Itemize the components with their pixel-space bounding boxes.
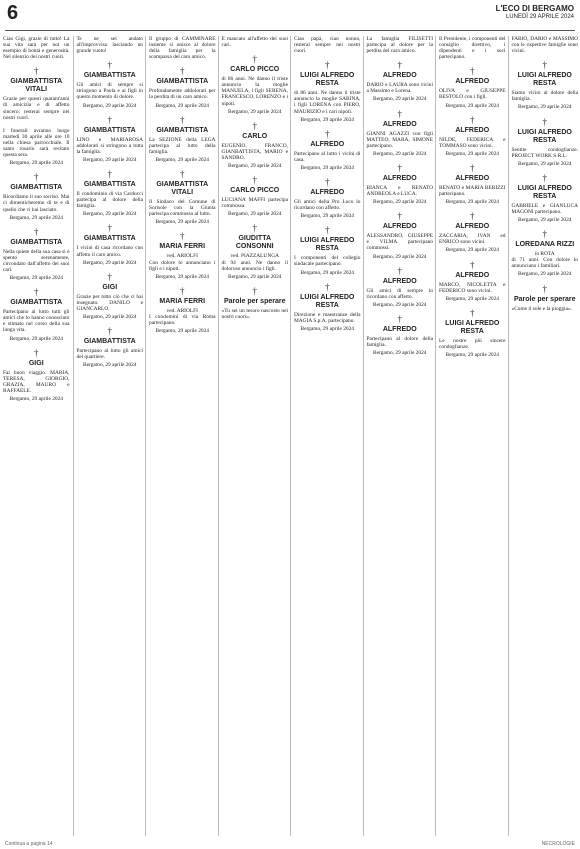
cross-icon: † [542,116,547,127]
cross-icon: † [470,114,475,125]
notice-text: Gli amici di sempre lo ricordano con affetto. [366,287,433,300]
obituary-notice [512,285,579,312]
deceased-name: ALFREDO [455,78,490,86]
obituary-notice [439,261,506,302]
notice-place-date: Bergamo, 29 aprile 2024 [445,351,499,358]
cross-icon: † [34,226,39,237]
cross-icon: † [470,66,475,77]
deceased-name: GIAMBATTISTA [83,126,136,134]
deceased-name: GIAMBATTISTA [83,72,136,80]
obituary-notice [367,61,434,102]
deceased-name: LUIGI ALFREDO RESTA [445,319,500,335]
column-4 [218,36,292,836]
cross-icon: † [325,128,330,139]
deceased-name: GIAMBATTISTA [156,126,209,134]
deceased-name: LUIGI ALFREDO RESTA [517,128,572,144]
deceased-name: MARIA FERRI [159,243,206,251]
obituary-notice [294,61,361,122]
notice-text: Partecipano al dolore della famiglia. [366,335,433,348]
notice-text: GIANNI AGAZZI con figli MATTEO, MARA, SIMONE partecipano. [366,130,433,149]
obituary-notice [3,173,70,220]
cross-icon: † [325,177,330,188]
obituary-notice [3,67,70,120]
notice-text: Le nostre più sincere condoglianze. [439,337,506,350]
notice-place-date: Bergamo, 29 aprile 2024 [518,271,572,278]
notice-text: Grazie per questi quarant'anni di amicizia e di affetto sincero; resterai sempre nei nostri cuori. [3,96,70,121]
notice-text: EUGENIO, FRANCO, GIANBATTISTA, MARIO e SANDRO. [221,142,288,161]
cross-icon: † [542,229,547,240]
footer-right: NECROLOGIE [541,841,575,847]
obituary-notice [222,122,289,169]
notice-place-date: Bergamo, 29 aprile 2024 [373,301,427,308]
cross-icon: † [470,307,475,318]
cross-icon: † [542,283,547,294]
notice-text: LUCIANA MAFFI partecipa commossa. [221,197,288,210]
name-subtitle: ved. ARIOLFI [166,307,198,314]
notice-place-date: Bergamo, 29 aprile 2024 [518,104,572,111]
notice-place-date: Bergamo, 29 aprile 2024 [83,313,137,320]
cross-icon: † [397,108,402,119]
cross-icon: † [470,211,475,222]
column-1 [0,36,73,836]
notice-text: Siamo vicini al dolore della famiglia. [511,90,578,103]
deceased-name: LUIGI ALFREDO RESTA [517,72,572,88]
deceased-name: Parole per sperare [224,297,286,305]
notice-place-date: Bergamo, 29 aprile 2024 [445,199,499,206]
notice-place-date: Bergamo, 29 aprile 2024 [83,102,137,109]
cross-icon: † [107,169,112,180]
deceased-name: GIAMBATTISTA [156,78,209,86]
deceased-name: ALFREDO [310,140,345,148]
obituary-notice [149,232,216,279]
cross-icon: † [470,259,475,270]
notice-text: ZACCARIA, IVAN ed ENRICO sono vicini. [439,233,506,246]
obituary-notice [77,170,144,217]
notice-place-date: Bergamo, 29 aprile 2024 [300,164,354,171]
cross-icon: † [397,60,402,71]
obituary-notice [294,36,361,54]
cross-icon: † [397,211,402,222]
obituary-notice [367,315,434,356]
notice-text: LINO e MARIAROSA addolorati si stringono a tutta la famiglia. [76,136,143,155]
notice-place-date: Bergamo, 29 aprile 2024 [155,156,209,163]
footer-left: Continua a pagina 14 [5,841,53,847]
notice-text: I funerali avranno luogo martedì 30 aprile alle ore 10 nella chiesa parrocchiale. Il santo rosario sarà recitato questa sera. [3,127,70,159]
cross-icon: † [107,326,112,337]
deceased-name: GIAMBATTISTA VITALI [10,78,63,94]
masthead [496,4,574,22]
obituary-notice [222,287,289,320]
cross-icon: † [470,162,475,173]
obituary-notice [77,327,144,368]
deceased-name: LOREDANA RIZZI [515,241,575,249]
notice-text: «Tu sei un tesoro nascosto nei nostri cuori». [221,307,288,320]
notice-text: Partecipano al lutto i vicini di casa. [294,150,361,163]
notice-place-date: Bergamo, 29 aprile 2024 [83,259,137,266]
notice-place-date: Bergamo, 29 aprile 2024 [300,213,354,220]
notice-place-date: Bergamo, 29 aprile 2024 [373,150,427,157]
notice-place-date: Bergamo, 29 aprile 2024 [228,273,282,280]
obituary-notice [149,36,216,60]
deceased-name: CARLO PICCO [230,66,280,74]
obituary-notice [367,267,434,308]
obituary-notice [439,67,506,108]
notice-text: Il gruppo di CAMMINARE insieme si unisce al dolore della famiglia per la scomparsa del caro amico. [149,36,216,61]
notice-text: Ciao papà, ciao nonno, resterai sempre nei nostri cuori. [294,36,361,55]
notice-text: MARCO, NICOLETTA e FEDERICO sono vicini. [439,281,506,294]
obituary-notice [439,36,506,60]
notice-place-date: Bergamo, 29 aprile 2024 [83,211,137,218]
cross-icon: † [107,60,112,71]
obituary-notice [222,36,289,48]
obituary-notice [294,178,361,219]
header-rule [5,30,575,31]
deceased-name: ALFREDO [382,223,417,231]
deceased-name: ALFREDO [382,72,417,80]
notice-text: FABIO, DARIO e MASSIMO con le rispettive famiglie sono vicini. [511,36,578,55]
obituary-notice [3,349,70,402]
column-2 [73,36,147,836]
deceased-name: ALFREDO [382,325,417,333]
notice-place-date: Bergamo, 29 aprile 2024 [445,150,499,157]
deceased-name: GIAMBATTISTA VITALI [156,181,209,197]
notice-place-date: Bergamo, 29 aprile 2024 [518,217,572,224]
notice-text: RENATO e MARIA BERIZZI partecipano. [439,184,506,198]
notice-text: Il Sindaco del Comune di Sorisole con la Giunta partecipa commosso al lutto. [149,199,216,218]
deceased-name: LUIGI ALFREDO RESTA [300,237,355,253]
notice-text: Gli amici della Pro Loco lo ricordano con affetto. [294,199,361,212]
deceased-name: GIAMBATTISTA [10,184,63,192]
deceased-name: CARLO PICCO [230,187,280,195]
obituary-notice [3,228,70,281]
notice-place-date: Bergamo, 29 aprile 2024 [228,108,282,115]
notice-place-date: Bergamo, 29 aprile 2024 [300,269,354,276]
cross-icon: † [397,162,402,173]
deceased-name: GIAMBATTISTA [10,238,63,246]
notice-place-date: Bergamo, 29 aprile 2024 [445,295,499,302]
notice-text: di 71 anni. Con dolore lo annunciano i familiari. [511,257,578,270]
notice-place-date: Bergamo, 29 aprile 2024 [155,328,209,335]
deceased-name: GIAMBATTISTA [83,181,136,189]
deceased-name: CARLO [242,132,268,140]
obituary-notice [77,36,144,54]
notice-place-date: Bergamo, 29 aprile 2024 [445,102,499,109]
notice-text: I vicini di casa ricordano con affetto il caro amico. [76,245,143,258]
deceased-name: LUIGI ALFREDO RESTA [300,293,355,309]
name-subtitle: in ROTA [534,251,555,258]
obituary-notice [149,116,216,163]
deceased-name: LUIGI ALFREDO RESTA [300,72,355,88]
deceased-name: ALFREDO [455,223,490,231]
obituary-notice [439,164,506,205]
cross-icon: † [325,60,330,71]
notice-text: La famiglia FILISETTI partecipa al dolore per la perdita del caro amico. [366,36,433,55]
notice-text: Partecipano al lutto gli amici del quartiere. [76,348,143,361]
notice-text: di 94 anni. Ne danno il doloroso annuncio i figli. [221,259,288,272]
deceased-name: GIGI [102,283,118,291]
notice-text: NILDE, FEDERICA e TOMMASO sono vicini. [439,136,506,149]
notice-place-date: Bergamo, 29 aprile 2024 [228,163,282,170]
page-header [0,0,580,34]
notice-place-date: Bergamo, 29 aprile 2024 [155,102,209,109]
obituary-notice [3,288,70,341]
obituary-notice [512,230,579,277]
column-6 [363,36,437,836]
deceased-name: GIUDITTA CONSONNI [235,235,274,251]
deceased-name: MARIA FERRI [159,297,206,305]
deceased-name: GIGI [28,359,44,367]
notice-place-date: Bergamo, 29 aprile 2024 [373,253,427,260]
cross-icon: † [397,265,402,276]
deceased-name: GIAMBATTISTA [83,338,136,346]
obituary-notice [439,212,506,253]
obituary-notice [367,110,434,157]
cross-icon: † [34,172,39,183]
notice-text: GABRIELE e GIANLUCA MAGONI partecipano. [511,202,578,215]
notice-text: Sentite condoglianze. PROJECT WORK S.R.L. [511,146,578,159]
notice-text: Direzione e maestranze della MAGIA S.p.A. partecipano. [294,311,361,324]
notice-text: Fai buon viaggio. MARIA, TERESA, GIORGIO, GRAZIA, MAURO e RAFFAELE. [3,369,70,394]
notice-text: La SEZIONE della LEGA partecipa al lutto della famiglia. [149,136,216,155]
obituary-notice [512,36,579,54]
notice-place-date: Bergamo, 29 aprile 2024 [155,273,209,280]
obituary-notice [294,283,361,332]
notice-place-date: Bergamo, 29 aprile 2024 [9,160,63,167]
name-subtitle: ved. ARIOLFI [166,253,198,260]
obituary-notice [512,174,579,223]
obituary-notice [294,226,361,275]
deceased-name: ALFREDO [455,271,490,279]
obituary-notice [512,118,579,167]
obituary-notice [149,287,216,334]
newspaper-name: L'ECO DI BERGAMO [495,4,574,13]
notice-text: Partecipano al lutto tutti gli amici che lo hanno conosciuto e stimato nel corso della sua lunga vita. [3,309,70,334]
notice-text: Gli amici di sempre si stringono a Paola e ai figli in questo momento di dolore. [76,82,143,101]
obituary-notice [222,176,289,217]
notice-text: BIANCA e RENATO ANDREOLA e LUCA. [366,184,433,198]
notice-text: di 86 anni. Ne danno il triste annuncio la moglie SABINA, i figli LORENA con PIERO, MAURIZIO e i cari nipoti. [294,90,361,115]
cross-icon: † [107,114,112,125]
notice-text: I condomini di via Roma partecipano. [149,313,216,326]
cross-icon: † [252,223,257,234]
column-8 [508,36,580,836]
notice-place-date: Bergamo, 29 aprile 2024 [445,247,499,254]
notice-text: Profondamente addolorati per la perdita di un caro amico. [149,88,216,101]
notice-place-date: Bergamo, 29 aprile 2024 [9,214,63,221]
obituary-notice [3,36,70,60]
cross-icon: † [180,114,185,125]
notice-text: Te ne sei andato all'improvviso lasciando un grande vuoto! [76,36,143,55]
obituary-notice [77,116,144,163]
notice-text: I componenti del collegio sindacale partecipano. [294,255,361,268]
obituary-notice [77,224,144,265]
obituary-notice [294,130,361,171]
cross-icon: † [325,281,330,292]
cross-icon: † [542,60,547,71]
cross-icon: † [542,172,547,183]
cross-icon: † [397,313,402,324]
obituary-notice [367,212,434,259]
notice-place-date: Bergamo, 29 aprile 2024 [373,350,427,357]
cross-icon: † [252,175,257,186]
cross-icon: † [180,231,185,242]
notice-text: È mancato all'affetto dei suoi cari. [221,36,288,49]
notice-text: Grazie per tutto ciò che ci hai insegnato. DANILO e GIANCARLO. [76,293,143,312]
issue-date: LUNEDÌ 29 APRILE 2024 [505,14,574,20]
obituary-notice [77,273,144,320]
column-5 [290,36,364,836]
obituary-notice [3,128,70,167]
obituary-notice [77,61,144,108]
cross-icon: † [107,223,112,234]
obituary-notice [367,36,434,54]
name-subtitle: ved. PIAZZALUNGA [230,253,279,260]
obituary-notice [512,61,579,110]
obituary-notice [222,224,289,279]
column-7 [435,36,509,836]
notice-text: Con dolore lo annunciano i figli e i nipoti. [149,259,216,272]
cross-icon: † [180,169,185,180]
cross-icon: † [180,285,185,296]
notice-text: di 86 anni. Ne danno il triste annuncio la moglie MANUELA, i figli SERENA, FRANCESCO, LORENZO e i nipoti. [221,76,288,107]
notice-text: DARIO e LAURA sono vicini a Massimo e Lorena. [366,82,433,95]
cross-icon: † [107,271,112,282]
cross-icon: † [180,66,185,77]
obituary-notice [222,55,289,115]
deceased-name: LUIGI ALFREDO RESTA [517,184,572,200]
page-number: 6 [7,2,19,24]
notice-text: ALESSANDRO, GIUSEPPE e VILMA partecipano commossi. [366,233,433,252]
notice-place-date: Bergamo, 29 aprile 2024 [155,219,209,226]
notice-text: Nella quiete della sua casa si è spento serenamente, circondato dall'affetto dei suoi cari. [3,248,70,273]
cross-icon: † [34,347,39,358]
obituary-notice [439,116,506,157]
page-footer [5,841,575,847]
notice-place-date: Bergamo, 29 aprile 2024 [83,156,137,163]
deceased-name: ALFREDO [382,120,417,128]
deceased-name: ALFREDO [455,126,490,134]
notice-text: Il Presidente, i componenti del consiglio direttivo, i dipendenti e i soci partecipano. [439,36,506,61]
notice-place-date: Bergamo, 29 aprile 2024 [9,335,63,342]
notice-place-date: Bergamo, 29 aprile 2024 [228,211,282,218]
obituary-notice [149,67,216,108]
cross-icon: † [325,225,330,236]
deceased-name: GIAMBATTISTA [10,299,63,307]
deceased-name: ALFREDO [455,174,490,182]
deceased-name: ALFREDO [382,277,417,285]
obituary-notice [149,170,216,225]
deceased-name: Parole per sperare [514,295,576,303]
cross-icon: † [252,285,257,296]
notice-text: OLIVA e GIUSEPPE BESTOLO con i figli. [439,88,506,101]
notice-text: Il condominio di via Carducci partecipa al dolore della famiglia. [76,191,143,210]
notice-text: Ricordiamo il suo sorriso. Mai ci dimenticheremo di te e di quello che ci hai lasciato. [3,194,70,213]
notice-place-date: Bergamo, 29 aprile 2024 [300,325,354,332]
notice-place-date: Bergamo, 29 aprile 2024 [373,96,427,103]
deceased-name: ALFREDO [382,174,417,182]
notice-text: «Come il sole e la pioggia». [511,305,572,312]
notice-text: Ciao Gigi, grazie di tutto! La sua vita sarà per noi un esempio di bontà e generosità. Nel silenzio dei nostri cuori. [3,36,70,61]
cross-icon: † [252,120,257,131]
cross-icon: † [34,66,39,77]
notice-place-date: Bergamo, 29 aprile 2024 [9,275,63,282]
notice-place-date: Bergamo, 29 aprile 2024 [9,396,63,402]
obituary-notice [439,309,506,358]
notice-place-date: Bergamo, 29 aprile 2024 [518,160,572,167]
cross-icon: † [252,54,257,65]
notice-place-date: Bergamo, 29 aprile 2024 [373,199,427,206]
deceased-name: GIAMBATTISTA [83,235,136,243]
obituary-notice [367,164,434,205]
notice-place-date: Bergamo, 29 aprile 2024 [83,362,137,369]
notice-place-date: Bergamo, 29 aprile 2024 [300,116,354,123]
column-3 [145,36,219,836]
deceased-name: ALFREDO [310,189,345,197]
cross-icon: † [34,287,39,298]
